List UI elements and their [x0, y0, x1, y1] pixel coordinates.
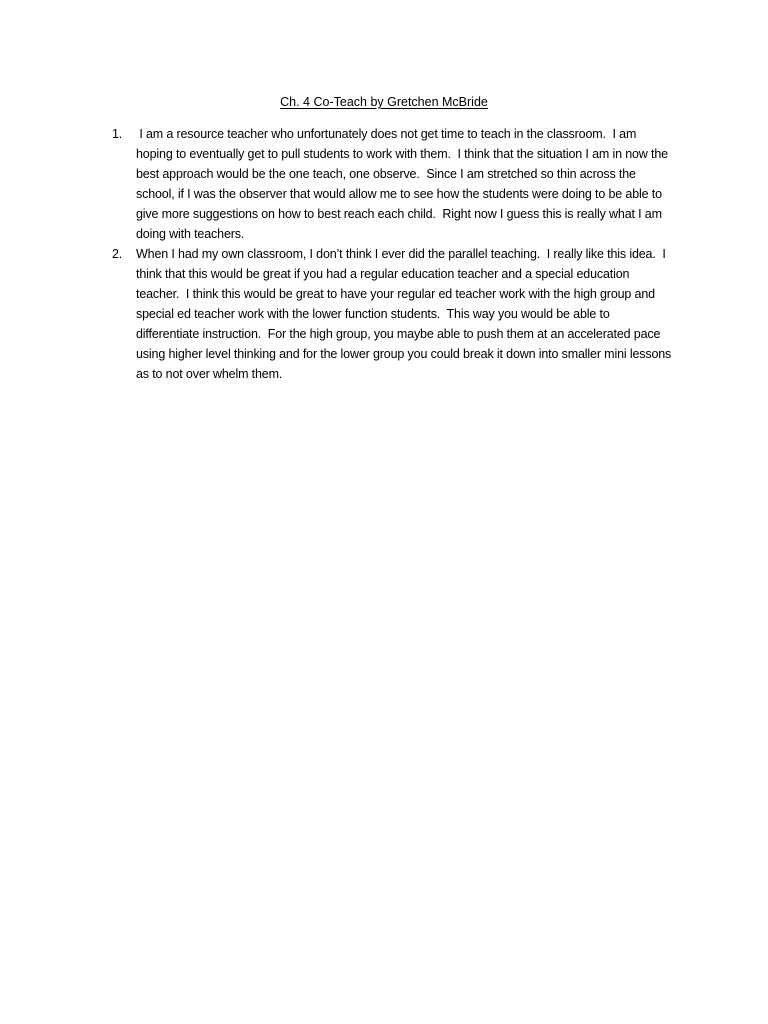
list-item-text: When I had my own classroom, I don’t think I ever did the parallel teaching. I really like this idea. I think that this would be great if you had a regular education teacher and a special education teacher. I think this would be great to have your regular ed teacher work with the high group and special ed teacher work with the lower function students. This way you would be able to differentiate instruction. For the high group, you maybe able to push them at an accelerated pace using higher level thinking and for the lower group you could break it down into smaller mini lessons as to not over whelm them.	[136, 247, 675, 381]
list-item	[112, 244, 675, 384]
list-item-text: I am a resource teacher who unfortunately does not get time to teach in the classroom. I am hoping to eventually get to pull students to work with them. I think that the situation I am in now the best approach would be the one teach, one observe. Since I am stretched so thin across the school, if I was the observer that would allow me to see how the students were doing to be able to give more suggestions on how to best reach each child. Right now I guess this is really what I am doing with teachers.	[136, 127, 672, 241]
list-item-number: 2.	[112, 247, 123, 261]
list-item-number: 1.	[112, 127, 123, 141]
numbered-list	[112, 124, 675, 384]
list-item	[112, 124, 672, 244]
document-title: Ch. 4 Co-Teach by Gretchen McBride	[280, 95, 488, 109]
